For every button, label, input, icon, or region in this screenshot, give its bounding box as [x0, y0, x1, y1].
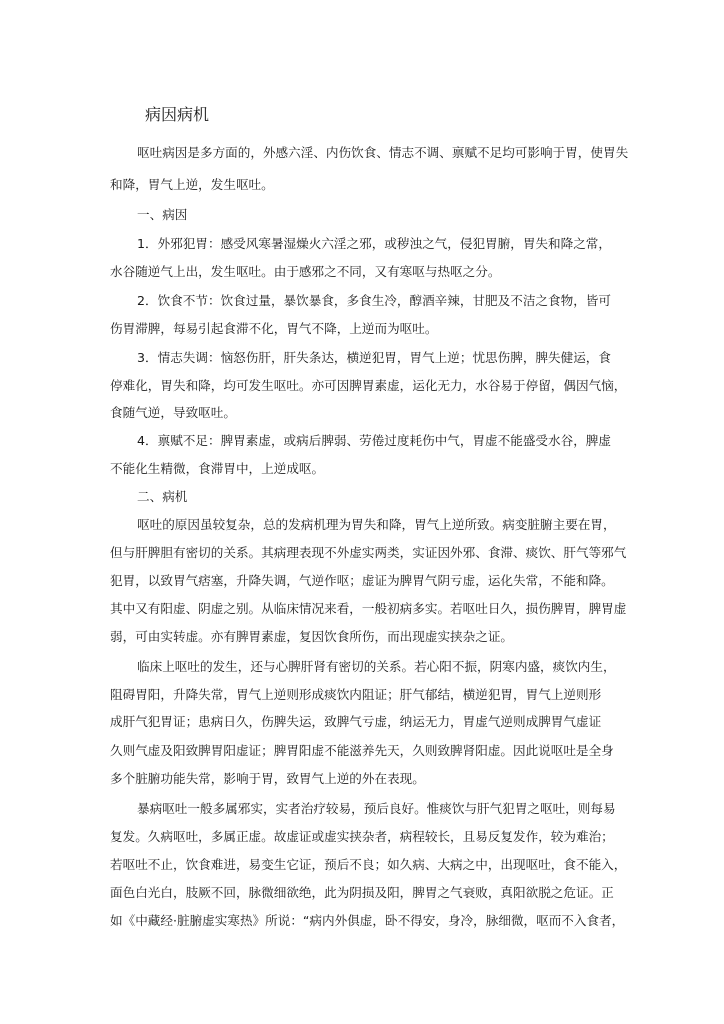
paragraph-line: 复发。久病呕吐，多属正虚。故虚证或虚实挟杂者，病程较长，且易反复发作，较为难治；	[110, 829, 614, 844]
paragraph-line: 伤胃滞脾，每易引起食滞不化，胃气不降，上逆而为呕吐。	[110, 321, 438, 336]
paragraph-line: 面色白光白，肢厥不回，脉微细欲绝，此为阴损及阳，脾胃之气衰败，真阳欲脱之危证。正	[110, 885, 614, 900]
paragraph-line: 不能化生精微，食滞胃中，上逆成呕。	[110, 461, 325, 476]
heading-pathogenesis: 二、病机	[137, 489, 188, 504]
paragraph-line: 呕吐的原因虽较复杂，总的发病机理为胃失和降，胃气上逆所致。病变脏腑主要在胃，	[137, 517, 616, 532]
paragraph-line: 犯胃，以致胃气痞塞，升降失调，气逆作呕；虚证为脾胃气阴亏虚，运化失常，不能和降。	[110, 573, 614, 588]
paragraph-line: 停难化，胃失和降，均可发生呕吐。亦可因脾胃素虚，运化无力，水谷易于停留，偶因气恼，	[110, 378, 627, 393]
paragraph-line: 1．外邪犯胃：感受风寒暑湿燥火六淫之邪，或秽浊之气，侵犯胃腑，胃失和降之常，	[137, 236, 611, 251]
paragraph-line: 临床上呕吐的发生，还与心脾肝肾有密切的关系。若心阳不振，阴寒内盛，痰饮内生，	[137, 659, 616, 674]
paragraph-line: 呕吐病因是多方面的，外感六淫、内伤饮食、情志不调、禀赋不足均可影响于胃，使胃失	[137, 145, 629, 160]
paragraph-line: 3．情志失调：恼怒伤肝，肝失条达，横逆犯胃，胃气上逆；忧思伤脾，脾失健运，食	[137, 350, 611, 365]
paragraph-line: 久则气虚及阳致脾胃阳虚证；脾胃阳虚不能滋养先天，久则致脾肾阳虚。因此说呕吐是全身	[110, 743, 614, 758]
section-title: 病因病机	[145, 105, 210, 124]
paragraph-line: 2．饮食不节：饮食过量，暴饮暴食，多食生冷，醇酒辛辣，甘肥及不洁之食物，皆可	[137, 293, 611, 308]
paragraph-line: 水谷随逆气上出，发生呕吐。由于感邪之不同，又有寒呕与热呕之分。	[110, 264, 501, 279]
paragraph-line: 弱，可由实转虚。亦有脾胃素虚，复因饮食所伤，而出现虚实挟杂之证。	[110, 629, 513, 644]
paragraph-line: 如《中藏经·脏腑虚实寒热》所说：“病内外俱虚，卧不得安，身冷，脉细微，呕而不入食者，	[110, 913, 625, 928]
heading-causes: 一、病因	[137, 207, 188, 222]
paragraph-line: 4．禀赋不足：脾胃素虚，或病后脾弱、劳倦过度耗伤中气，胃虚不能盛受水谷，脾虚	[137, 433, 611, 448]
paragraph-line: 多个脏腑功能失常，影响于胃，致胃气上逆的外在表现。	[110, 771, 425, 786]
paragraph-line: 和降，胃气上逆，发生呕吐。	[110, 177, 274, 192]
paragraph-line: 阻碍胃阳，升降失常，胃气上逆则形成痰饮内阻证；肝气郁结，横逆犯胃，胃气上逆则形	[110, 687, 602, 702]
paragraph-line: 食随气逆，导致呕吐。	[110, 405, 236, 420]
paragraph-line: 若呕吐不止，饮食难进，易变生它证，预后不良；如久病、大病之中，出现呕吐，食不能入，	[110, 857, 627, 872]
paragraph-line: 其中又有阳虚、阴虚之别。从临床情况来看，一般初病多实。若呕吐日久，损伤脾胃，脾胃虚	[110, 601, 627, 616]
paragraph-line: 暴病呕吐一般多属邪实，实者治疗较易，预后良好。惟痰饮与肝气犯胃之呕吐，则每易	[137, 801, 616, 816]
paragraph-line: 成肝气犯胃证；患病日久，伤脾失运，致脾气亏虚，纳运无力，胃虚气逆则成脾胃气虚证	[110, 714, 602, 729]
paragraph-line: 但与肝脾胆有密切的关系。其病理表现不外虚实两类，实证因外邪、食滞、痰饮、肝气等邪气	[110, 545, 627, 560]
